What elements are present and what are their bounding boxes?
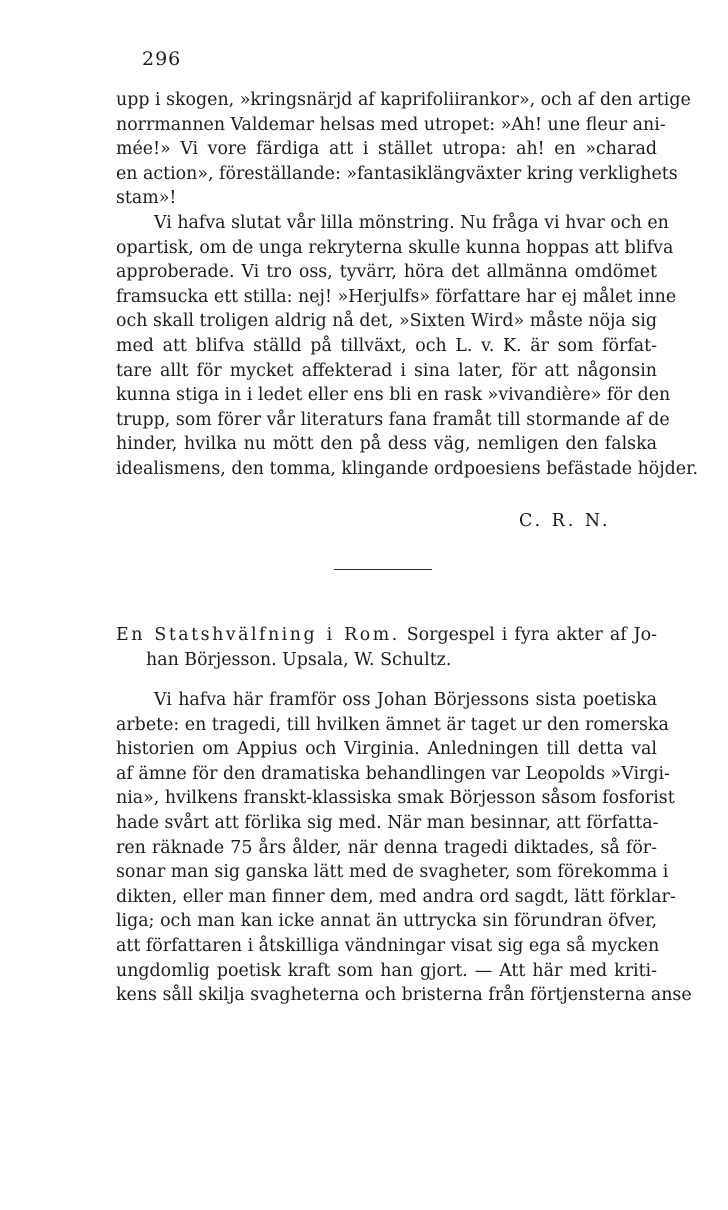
text-line: framsucka ett stilla: nej! »Herjulfs» författare har ej målet inne [116, 286, 677, 307]
author-signature: C. R. N. [519, 511, 611, 531]
text-line: hade svårt att förlika sig med. När man besinnar, att författa- [116, 812, 659, 833]
text-line: kens såll skilja svagheterna och bristerna från förtjensterna anse [116, 985, 692, 1006]
page-number: 296 [142, 48, 182, 70]
text-line: med att blifva ställd på tillväxt, och L. v. K. är som förfat- [116, 335, 657, 356]
text-line: trupp, som förer vår literaturs fana framåt till stormande af de [116, 409, 670, 430]
text-line: nia», hvilkens franskt-klassiska smak Börjesson såsom fosforist [116, 788, 675, 809]
paragraph-start-line: Vi hafva här framför oss Johan Börjessons sista poetiska [154, 690, 657, 710]
review-2-heading [116, 623, 657, 672]
text-line: kunna stiga in i ledet eller ens bli en rask »vivandière» för den [116, 385, 671, 406]
text-line: af ämne för den dramatiska behandlingen var Leopolds »Virgi- [116, 763, 670, 784]
text-line: approberade. Vi tro oss, tyvärr, höra det allmänna omdömet [116, 262, 657, 283]
book-subtitle: Sorgespel i fyra akter af Jo- [406, 625, 657, 645]
text-line: upp i skogen, »kringsnärjd af kaprifoliirankor», och af den artige [116, 90, 691, 110]
text-line: dikten, eller man finner dem, med andra ord sagdt, lätt förklar- [116, 886, 676, 907]
text-line: sonar man sig ganska lätt med de svagheter, som förekomma i [116, 862, 669, 883]
review-2-body [116, 688, 692, 1008]
paragraph-start-line: Vi hafva slutat vår lilla mönstring. Nu fråga vi hvar och en [154, 212, 669, 233]
book-title: En Statshvälfning i Rom. [116, 625, 400, 645]
text-line: historien om Appius och Virginia. Anledningen till detta val [116, 739, 657, 760]
review-1-continuation [116, 88, 699, 482]
text-line: hinder, hvilka nu mött den på dess väg, nemligen den falska [116, 434, 657, 455]
section-divider [334, 569, 432, 570]
text-line: idealismens, den tomma, klingande ordpoesiens befästade höjder. [116, 458, 699, 479]
text-line: ren räknade 75 års ålder, när denna tragedi diktades, så för- [116, 837, 657, 858]
text-line: att författaren i åtskilliga vändningar visat sig ega så mycken [116, 935, 660, 956]
text-line: tare allt för mycket affekterad i sina later, för att någonsin [116, 360, 657, 381]
review-heading-line [116, 623, 657, 648]
text-line: en action», föreställande: »fantasiklängväxter kring verklighets [116, 163, 678, 184]
text-line: liga; och man kan icke annat än uttrycka sin förundran öfver, [116, 911, 657, 932]
review-heading-line: han Börjesson. Upsala, W. Schultz. [146, 649, 452, 670]
text-line: opartisk, om de unga rekryterna skulle kunna hoppas att blifva [116, 237, 674, 258]
text-line: stam»! [116, 188, 177, 209]
text-line: arbete: en tragedi, till hvilken ämnet är taget ur den romerska [116, 714, 669, 735]
text-line: mée!» Vi vore färdiga att i stället utropa: ah! en »charad [116, 139, 657, 160]
text-line: och skall troligen aldrig nå det, »Sixten Wird» måste nöja sig [116, 311, 657, 332]
text-line: ungdomlig poetisk kraft som han gjort. — Att här med kriti- [116, 960, 657, 981]
text-line: norrmannen Valdemar helsas med utropet: »Ah! une fleur ani- [116, 114, 666, 135]
